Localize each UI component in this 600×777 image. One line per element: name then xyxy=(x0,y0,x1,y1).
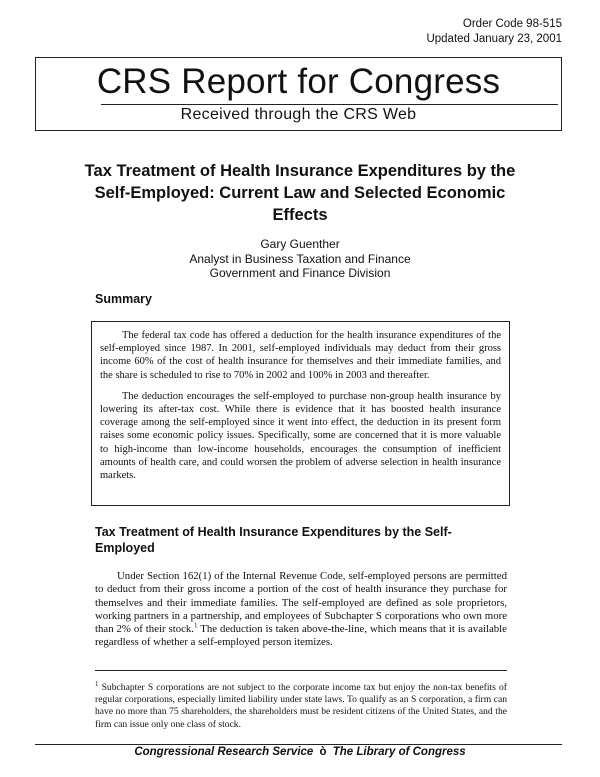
author-division: Government and Finance Division xyxy=(209,266,391,280)
author-name: Gary Guenther xyxy=(260,237,340,251)
author-title: Analyst in Business Taxation and Finance xyxy=(189,251,411,266)
document-title: Tax Treatment of Health Insurance Expenditures by the Self-Employed: Current Law and Selected Economic Effects xyxy=(84,162,516,224)
body-text-continued: The deduction is taken above-the-line, which means that it is available regardless of whether a self-employed person itemizes. xyxy=(95,623,507,649)
section-heading: Tax Treatment of Health Insurance Expenditures by the Self-Employed xyxy=(95,525,452,555)
banner-title: CRS Report for Congress xyxy=(96,62,501,101)
crs-banner xyxy=(35,57,562,131)
summary-heading: Summary xyxy=(95,292,152,306)
summary-paragraph: The deduction encourages the self-employed to purchase non-group health insurance by lowering its after-tax cost. While there is evidence that it has boosted health insurance coverage among the self-employed since it went into effect, the deduction in its present form raises some economic policy issues. Specifically, some are concerned that it is more valuable to high-income than low-income households, encourages the consumption of inefficient amounts of health care, and could worsen the problem of adverse selection in health insurance markets. xyxy=(100,390,501,482)
footnote-number: 1 xyxy=(95,679,99,688)
footer-separator: ò xyxy=(319,746,327,758)
footnote-divider xyxy=(95,670,507,671)
page-footer xyxy=(0,745,600,760)
summary-box xyxy=(91,321,510,506)
footnote-ref: 1 xyxy=(194,621,198,630)
banner-subtitle: Received through the CRS Web xyxy=(180,106,417,123)
order-code: Order Code 98-515 xyxy=(462,18,562,30)
body-paragraph xyxy=(95,570,507,650)
order-info xyxy=(426,17,562,47)
footnote xyxy=(95,679,507,731)
footer-loc: The Library of Congress xyxy=(332,746,466,758)
footnote-text: Subchapter S corporations are not subject to the corporate income tax but enjoy the non-tax benefits of regular corporations, especially limited liability under state laws. To qualify as an S corporation, a firm can have no more than 75 shareholders, the shareholders must be resident citizens of the United States, and the firm can issue only one class of stock. xyxy=(95,682,507,730)
updated-date: Updated January 23, 2001 xyxy=(426,33,562,45)
author-block xyxy=(100,237,500,281)
body-text: Under Section 162(1) of the Internal Revenue Code, self-employed persons are permitted to deduct from their gross income a portion of the cost of health insurance they purchase for themselves and their immediate families. The self-employed are defined as sole proprietors, working partners in a partnership, and employees of Subchapter S corporations who own more than 2% of their stock. xyxy=(95,570,507,636)
footer-crs: Congressional Research Service xyxy=(134,746,314,758)
summary-paragraph: The federal tax code has offered a deduction for the health insurance expenditures of the self-employed since 1987. In 2001, self-employed individuals may deduct from their gross income 60% of the cost of health insurance for themselves and their immediate families, and the share is scheduled to rise to 70% in 2002 and 100% in 2003 and thereafter. xyxy=(100,330,501,381)
